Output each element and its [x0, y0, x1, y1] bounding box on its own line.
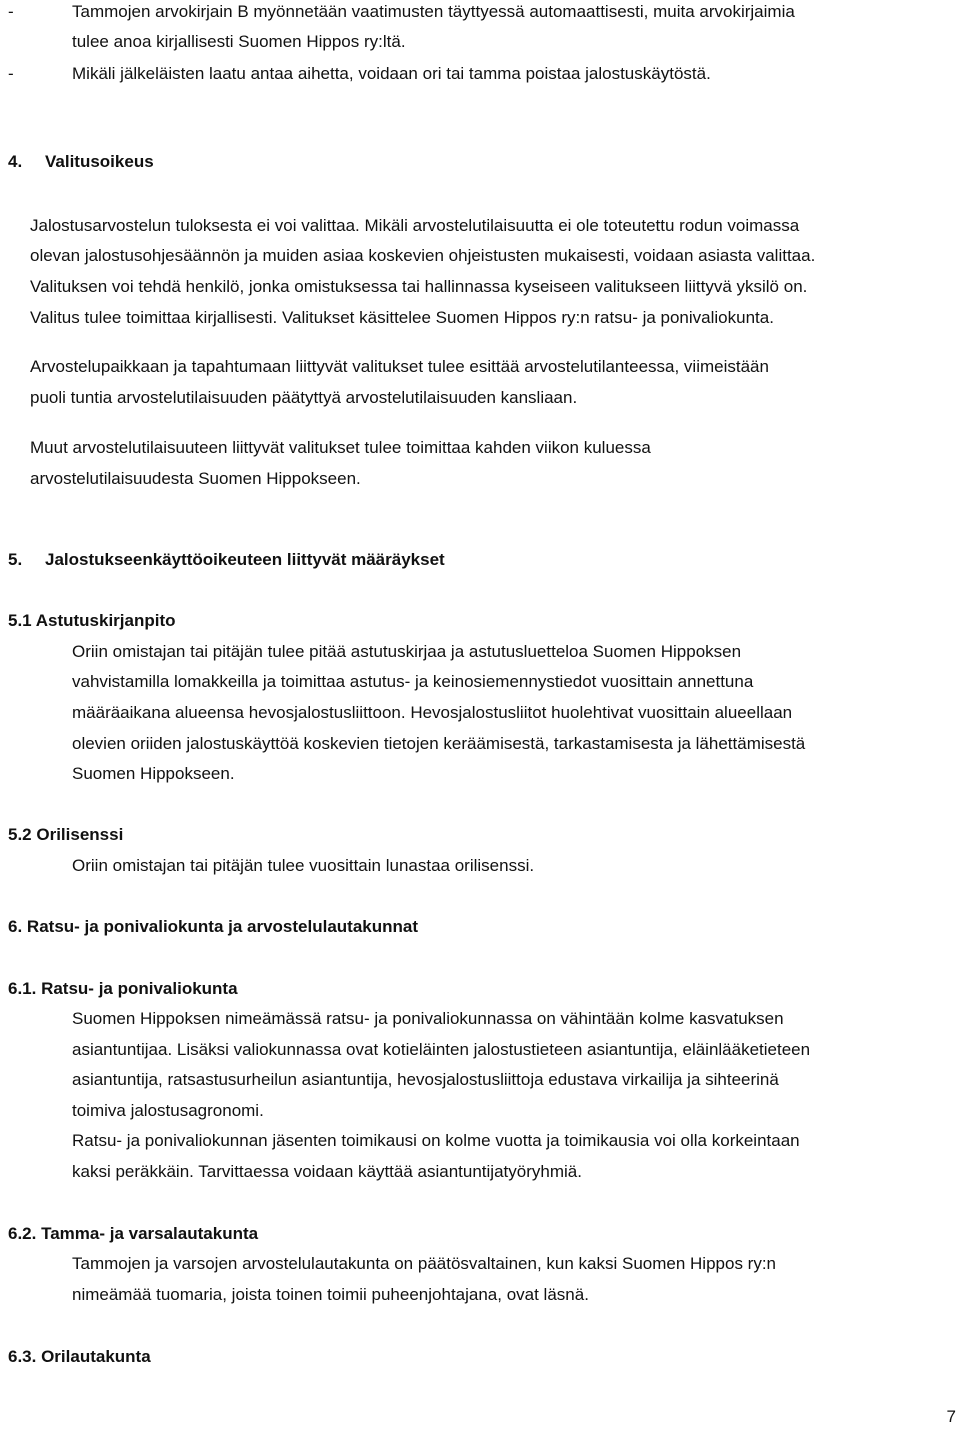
paragraph-line: asiantuntijaa. Lisäksi valiokunnassa ovat kotieläinten jalostustieteen asiantuntija, eläinlääketieteen	[72, 1040, 811, 1059]
paragraph-line: nimeämää tuomaria, joista toinen toimii puheenjohtajana, ovat läsnä.	[72, 1285, 589, 1304]
paragraph-line: Oriin omistajan tai pitäjän tulee pitää astutuskirjaa ja astutusluetteloa Suomen Hippoksen	[72, 642, 742, 661]
section-heading	[8, 915, 418, 939]
paragraph-line: Arvostelupaikkaan ja tapahtumaan liittyvät valitukset tulee esittää arvostelutilanteessa, viimeistään	[30, 357, 769, 376]
paragraph-line: Suomen Hippoksen nimeämässä ratsu- ja ponivaliokunnassa on vähintään kolme kasvatuksen	[72, 1009, 784, 1028]
paragraph-line: olevien oriiden jalostuskäyttöä koskevien tietojen keräämisestä, tarkastamisesta ja lähettämisestä	[72, 734, 806, 753]
paragraph-line: arvostelutilaisuudesta Suomen Hippokseen.	[30, 469, 361, 488]
paragraph-line: Muut arvostelutilaisuuteen liittyvät valitukset tulee toimittaa kahden viikon kuluessa	[30, 438, 651, 457]
subsection-heading: 5.1 Astutuskirjanpito	[8, 611, 176, 630]
subsection-heading: 6.3. Orilautakunta	[8, 1347, 151, 1366]
paragraph-line: vahvistamilla lomakkeilla ja toimittaa astutus- ja keinosiemennystiedot vuosittain annettuna	[72, 672, 754, 691]
list-bullet: -	[8, 2, 14, 21]
page-number: 7	[946, 1407, 956, 1426]
subsection-heading: 5.2 Orilisenssi	[8, 825, 124, 844]
section-number: 6.	[8, 917, 23, 936]
list-item-line: Tammojen arvokirjain B myönnetään vaatimusten täyttyessä automaattisesti, muita arvokirjaimia	[72, 2, 795, 21]
section-title: Ratsu- ja ponivaliokunta ja arvostelulautakunnat	[26, 917, 419, 936]
section-number: 5.	[8, 550, 23, 569]
list-item-line: Mikäli jälkeläisten laatu antaa aihetta, voidaan ori tai tamma poistaa jalostuskäytöstä.	[72, 64, 711, 83]
paragraph-line: Oriin omistajan tai pitäjän tulee vuosittain lunastaa orilisenssi.	[72, 856, 535, 875]
paragraph-line: toimiva jalostusagronomi.	[72, 1101, 264, 1120]
paragraph-line: puoli tuntia arvostelutilaisuuden päätyttyä arvostelutilaisuuden kansliaan.	[30, 388, 578, 407]
paragraph-line: Valitus tulee toimittaa kirjallisesti. Valitukset käsittelee Suomen Hippos ry:n ratsu- ja ponivaliokunta.	[30, 308, 774, 327]
subsection-heading: 6.2. Tamma- ja varsalautakunta	[8, 1224, 259, 1243]
paragraph-line: Ratsu- ja ponivaliokunnan jäsenten toimikausi on kolme vuotta ja toimikausia voi olla korkeintaan	[72, 1131, 800, 1150]
list-item-line: tulee anoa kirjallisesti Suomen Hippos ry:ltä.	[72, 32, 406, 51]
paragraph-line: Tammojen ja varsojen arvostelulautakunta on päätösvaltainen, kun kaksi Suomen Hippos ry:n	[72, 1254, 777, 1273]
section-number: 4.	[8, 152, 23, 171]
paragraph-line: kaksi peräkkäin. Tarvittaessa voidaan käyttää asiantuntijatyöryhmiä.	[72, 1162, 582, 1181]
list-bullet: -	[8, 64, 14, 83]
paragraph-line: määräaikana alueensa hevosjalostusliittoon. Hevosjalostusliitot huolehtivat vuosittain alueellaan	[72, 703, 793, 722]
subsection-heading: 6.1. Ratsu- ja ponivaliokunta	[8, 979, 238, 998]
paragraph-line: olevan jalostusohjesäännön ja muiden asiaa koskevien ohjeistusten mukaisesti, voidaan asiasta valittaa.	[30, 246, 816, 265]
paragraph-line: Suomen Hippokseen.	[72, 764, 235, 783]
paragraph-line: Valituksen voi tehdä henkilö, jonka omistuksessa tai hallinnassa kyseiseen valitukseen liittyvä yksilö on.	[30, 277, 808, 296]
section-title: Jalostukseenkäyttöoikeuteen liittyvät määräykset	[45, 550, 445, 569]
paragraph-line: Jalostusarvostelun tuloksesta ei voi valittaa. Mikäli arvostelutilaisuutta ei ole toteutettu rodun voimassa	[30, 216, 800, 235]
section-title: Valitusoikeus	[45, 152, 154, 171]
paragraph-line: asiantuntija, ratsastusurheilun asiantuntija, hevosjalostusliittoja edustava virkailija ja sihteerinä	[72, 1070, 779, 1089]
